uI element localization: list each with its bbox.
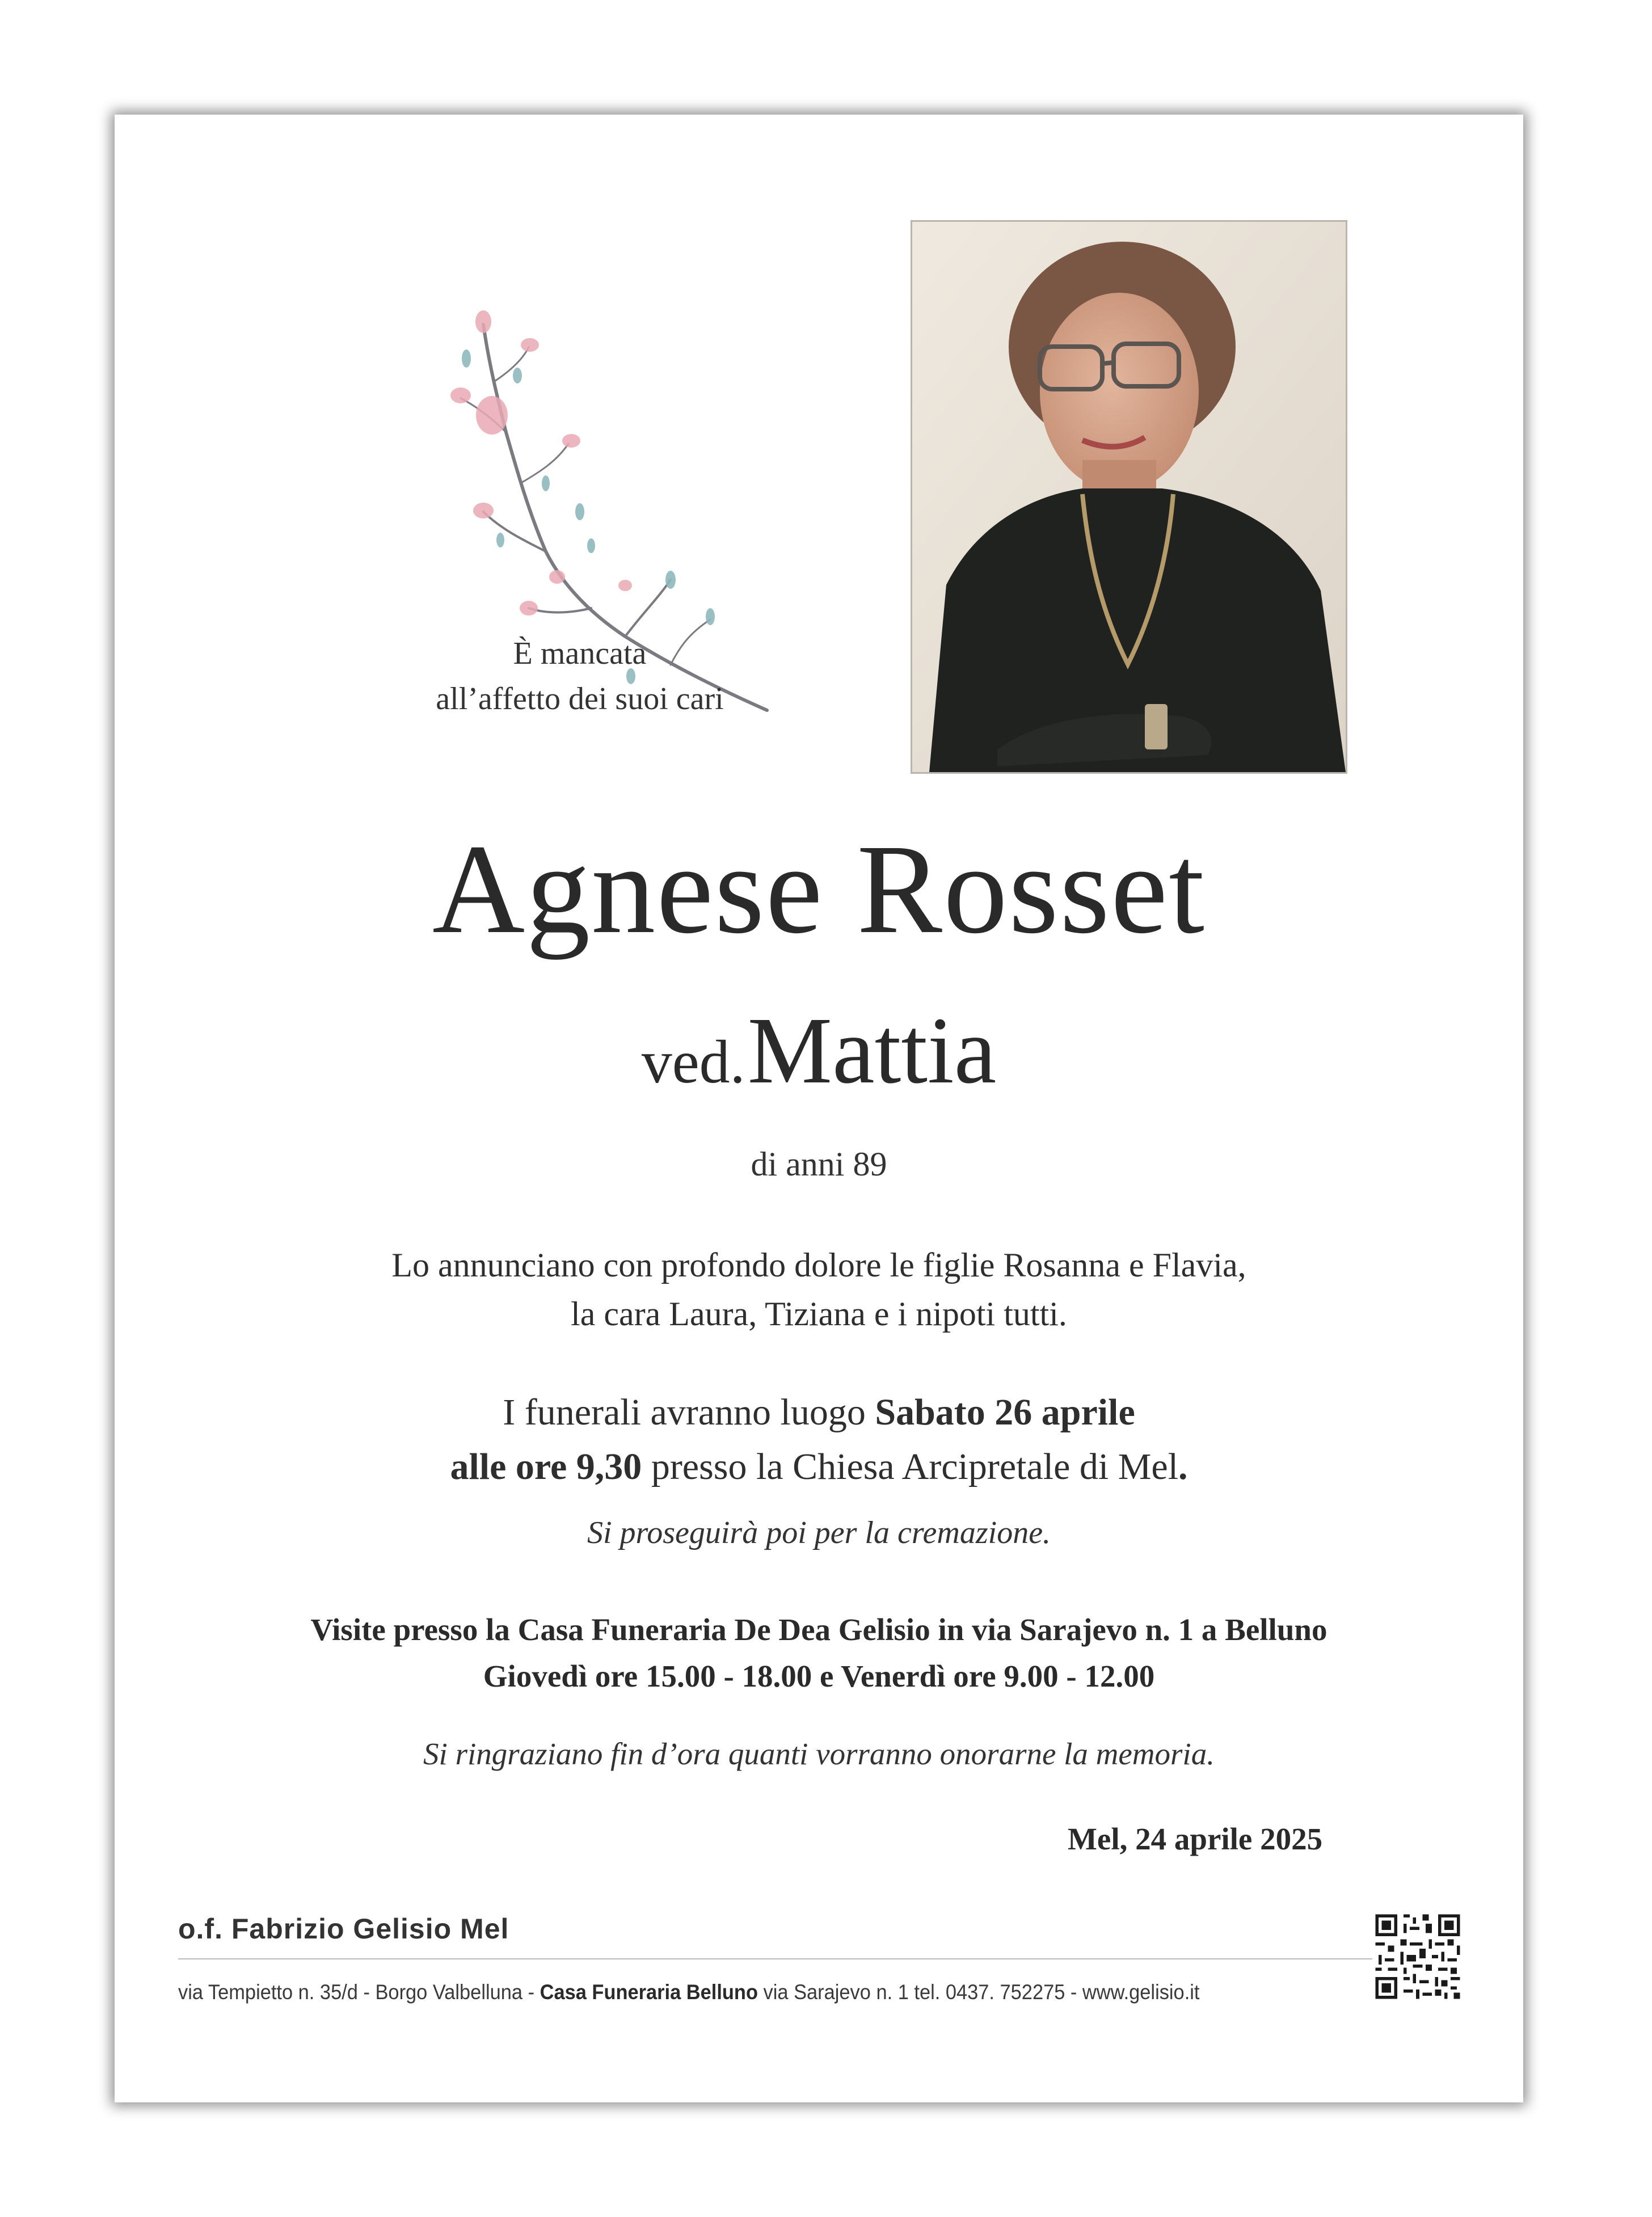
deceased-name: Agnese Rosset bbox=[432, 818, 1206, 960]
announcement-line-2: la cara Laura, Tiziana e i nipoti tutti. bbox=[571, 1295, 1067, 1333]
funeral-end: . bbox=[1178, 1446, 1188, 1487]
footer-house-label: Casa Funeraria Belluno bbox=[540, 1980, 758, 2004]
age-text: di anni 89 bbox=[751, 1145, 887, 1183]
widow-prefix: ved. bbox=[641, 1029, 745, 1096]
visits-line-1: Visite presso la Casa Funeraria De Dea Gelisio in via Sarajevo n. 1 a Belluno bbox=[310, 1612, 1328, 1647]
married-name bbox=[115, 1000, 1523, 1131]
announcement-line-1: Lo annunciano con profondo dolore le figlie Rosanna e Flavia, bbox=[391, 1246, 1246, 1284]
funeral-time: alle ore 9,30 bbox=[450, 1446, 642, 1487]
intro-text bbox=[381, 631, 778, 722]
footer-address-1: via Tempietto n. 35/d - Borgo Valbelluna - bbox=[178, 1980, 540, 2004]
date-place: Mel, 24 aprile 2025 bbox=[1068, 1822, 1323, 1856]
visit-details bbox=[115, 1607, 1523, 1700]
announcement bbox=[115, 1241, 1523, 1338]
married-surname: Mattia bbox=[747, 998, 997, 1103]
funeral-details bbox=[115, 1385, 1523, 1494]
intro-line-2: all’affetto dei suoi cari bbox=[436, 681, 724, 716]
obituary-sheet bbox=[115, 115, 1523, 2102]
footer-address bbox=[178, 1975, 1313, 2009]
qr-code-icon bbox=[1372, 1911, 1463, 2002]
funeral-date: Sabato 26 aprile bbox=[875, 1392, 1135, 1433]
funeral-line-1 bbox=[115, 1385, 1523, 1440]
cremation-note: Si proseguirà poi per la cremazione. bbox=[587, 1515, 1051, 1550]
visits-line-2: Giovedì ore 15.00 - 18.00 e Venerdì ore 9.00 - 12.00 bbox=[483, 1659, 1155, 1693]
funeral-place: presso la Chiesa Arcipretale di Mel bbox=[642, 1446, 1179, 1487]
portrait-photo bbox=[911, 220, 1347, 774]
thanks-note: Si ringraziano fin d’ora quanti vorranno onorarne la memoria. bbox=[423, 1736, 1215, 1771]
funeral-intro: I funerali avranno luogo bbox=[503, 1392, 875, 1433]
footer-address-2: via Sarajevo n. 1 tel. 0437. 752275 - www.gelisio.it bbox=[757, 1980, 1200, 2004]
funeral-line-2 bbox=[115, 1440, 1523, 1494]
funeral-home-name: o.f. Fabrizio Gelisio Mel bbox=[178, 1913, 509, 1945]
footer-divider bbox=[178, 1958, 1381, 1959]
intro-line-1: È mancata bbox=[513, 636, 647, 671]
